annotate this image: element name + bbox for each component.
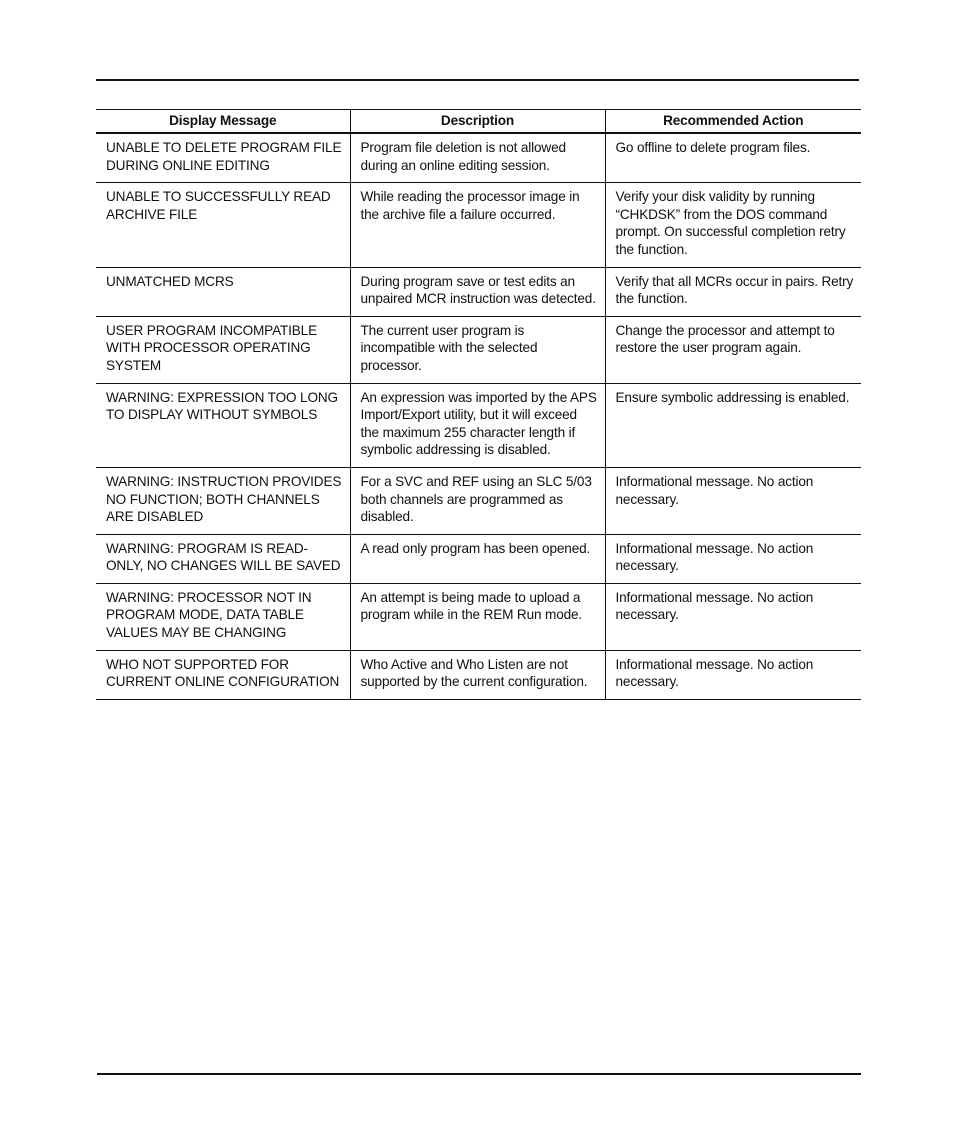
display-message-cell: WARNING: PROGRAM IS READ-ONLY, NO CHANGES WILL BE SAVED [96, 534, 350, 583]
recommended-action-cell: Informational message. No action necessary. [605, 583, 861, 650]
table-row [96, 183, 861, 267]
description-cell: For a SVC and REF using an SLC 5/03 both channels are programmed as disabled. [350, 467, 605, 534]
table-row [96, 383, 861, 467]
description-cell: During program save or test edits an unpaired MCR instruction was detected. [350, 267, 605, 316]
recommended-action-cell: Informational message. No action necessary. [605, 650, 861, 699]
table-row [96, 316, 861, 383]
table-row [96, 133, 861, 183]
recommended-action-cell: Verify that all MCRs occur in pairs. Retry the function. [605, 267, 861, 316]
description-cell: An attempt is being made to upload a program while in the REM Run mode. [350, 583, 605, 650]
description-cell: The current user program is incompatible with the selected processor. [350, 316, 605, 383]
recommended-action-cell: Ensure symbolic addressing is enabled. [605, 383, 861, 467]
display-message-cell: UNMATCHED MCRS [96, 267, 350, 316]
recommended-action-cell: Informational message. No action necessary. [605, 467, 861, 534]
table-row [96, 534, 861, 583]
description-cell: A read only program has been opened. [350, 534, 605, 583]
display-message-cell: WHO NOT SUPPORTED FOR CURRENT ONLINE CONFIGURATION [96, 650, 350, 699]
column-header-recommended-action: Recommended Action [605, 110, 861, 134]
description-cell: While reading the processor image in the archive file a failure occurred. [350, 183, 605, 267]
table-row [96, 467, 861, 534]
display-message-cell: WARNING: EXPRESSION TOO LONG TO DISPLAY WITHOUT SYMBOLS [96, 383, 350, 467]
description-cell: Who Active and Who Listen are not supported by the current configuration. [350, 650, 605, 699]
table-header-row [96, 110, 861, 134]
display-message-cell: WARNING: INSTRUCTION PROVIDES NO FUNCTION; BOTH CHANNELS ARE DISABLED [96, 467, 350, 534]
display-message-cell: USER PROGRAM INCOMPATIBLE WITH PROCESSOR OPERATING SYSTEM [96, 316, 350, 383]
display-message-cell: WARNING: PROCESSOR NOT IN PROGRAM MODE, DATA TABLE VALUES MAY BE CHANGING [96, 583, 350, 650]
recommended-action-cell: Change the processor and attempt to restore the user program again. [605, 316, 861, 383]
description-cell: Program file deletion is not allowed during an online editing session. [350, 133, 605, 183]
description-cell: An expression was imported by the APS Import/Export utility, but it will exceed the maximum 255 character length if symbolic addressing is disabled. [350, 383, 605, 467]
error-message-table [96, 109, 861, 700]
recommended-action-cell: Informational message. No action necessary. [605, 534, 861, 583]
table-row [96, 267, 861, 316]
column-header-description: Description [350, 110, 605, 134]
column-header-display-message: Display Message [96, 110, 350, 134]
footer-rule [97, 1073, 861, 1075]
display-message-cell: UNABLE TO DELETE PROGRAM FILE DURING ONLINE EDITING [96, 133, 350, 183]
display-message-cell: UNABLE TO SUCCESSFULLY READ ARCHIVE FILE [96, 183, 350, 267]
header-rule [96, 79, 859, 81]
recommended-action-cell: Go offline to delete program files. [605, 133, 861, 183]
table-row [96, 583, 861, 650]
recommended-action-cell: Verify your disk validity by running “CHKDSK” from the DOS command prompt. On successful completion retry the function. [605, 183, 861, 267]
table-row [96, 650, 861, 699]
